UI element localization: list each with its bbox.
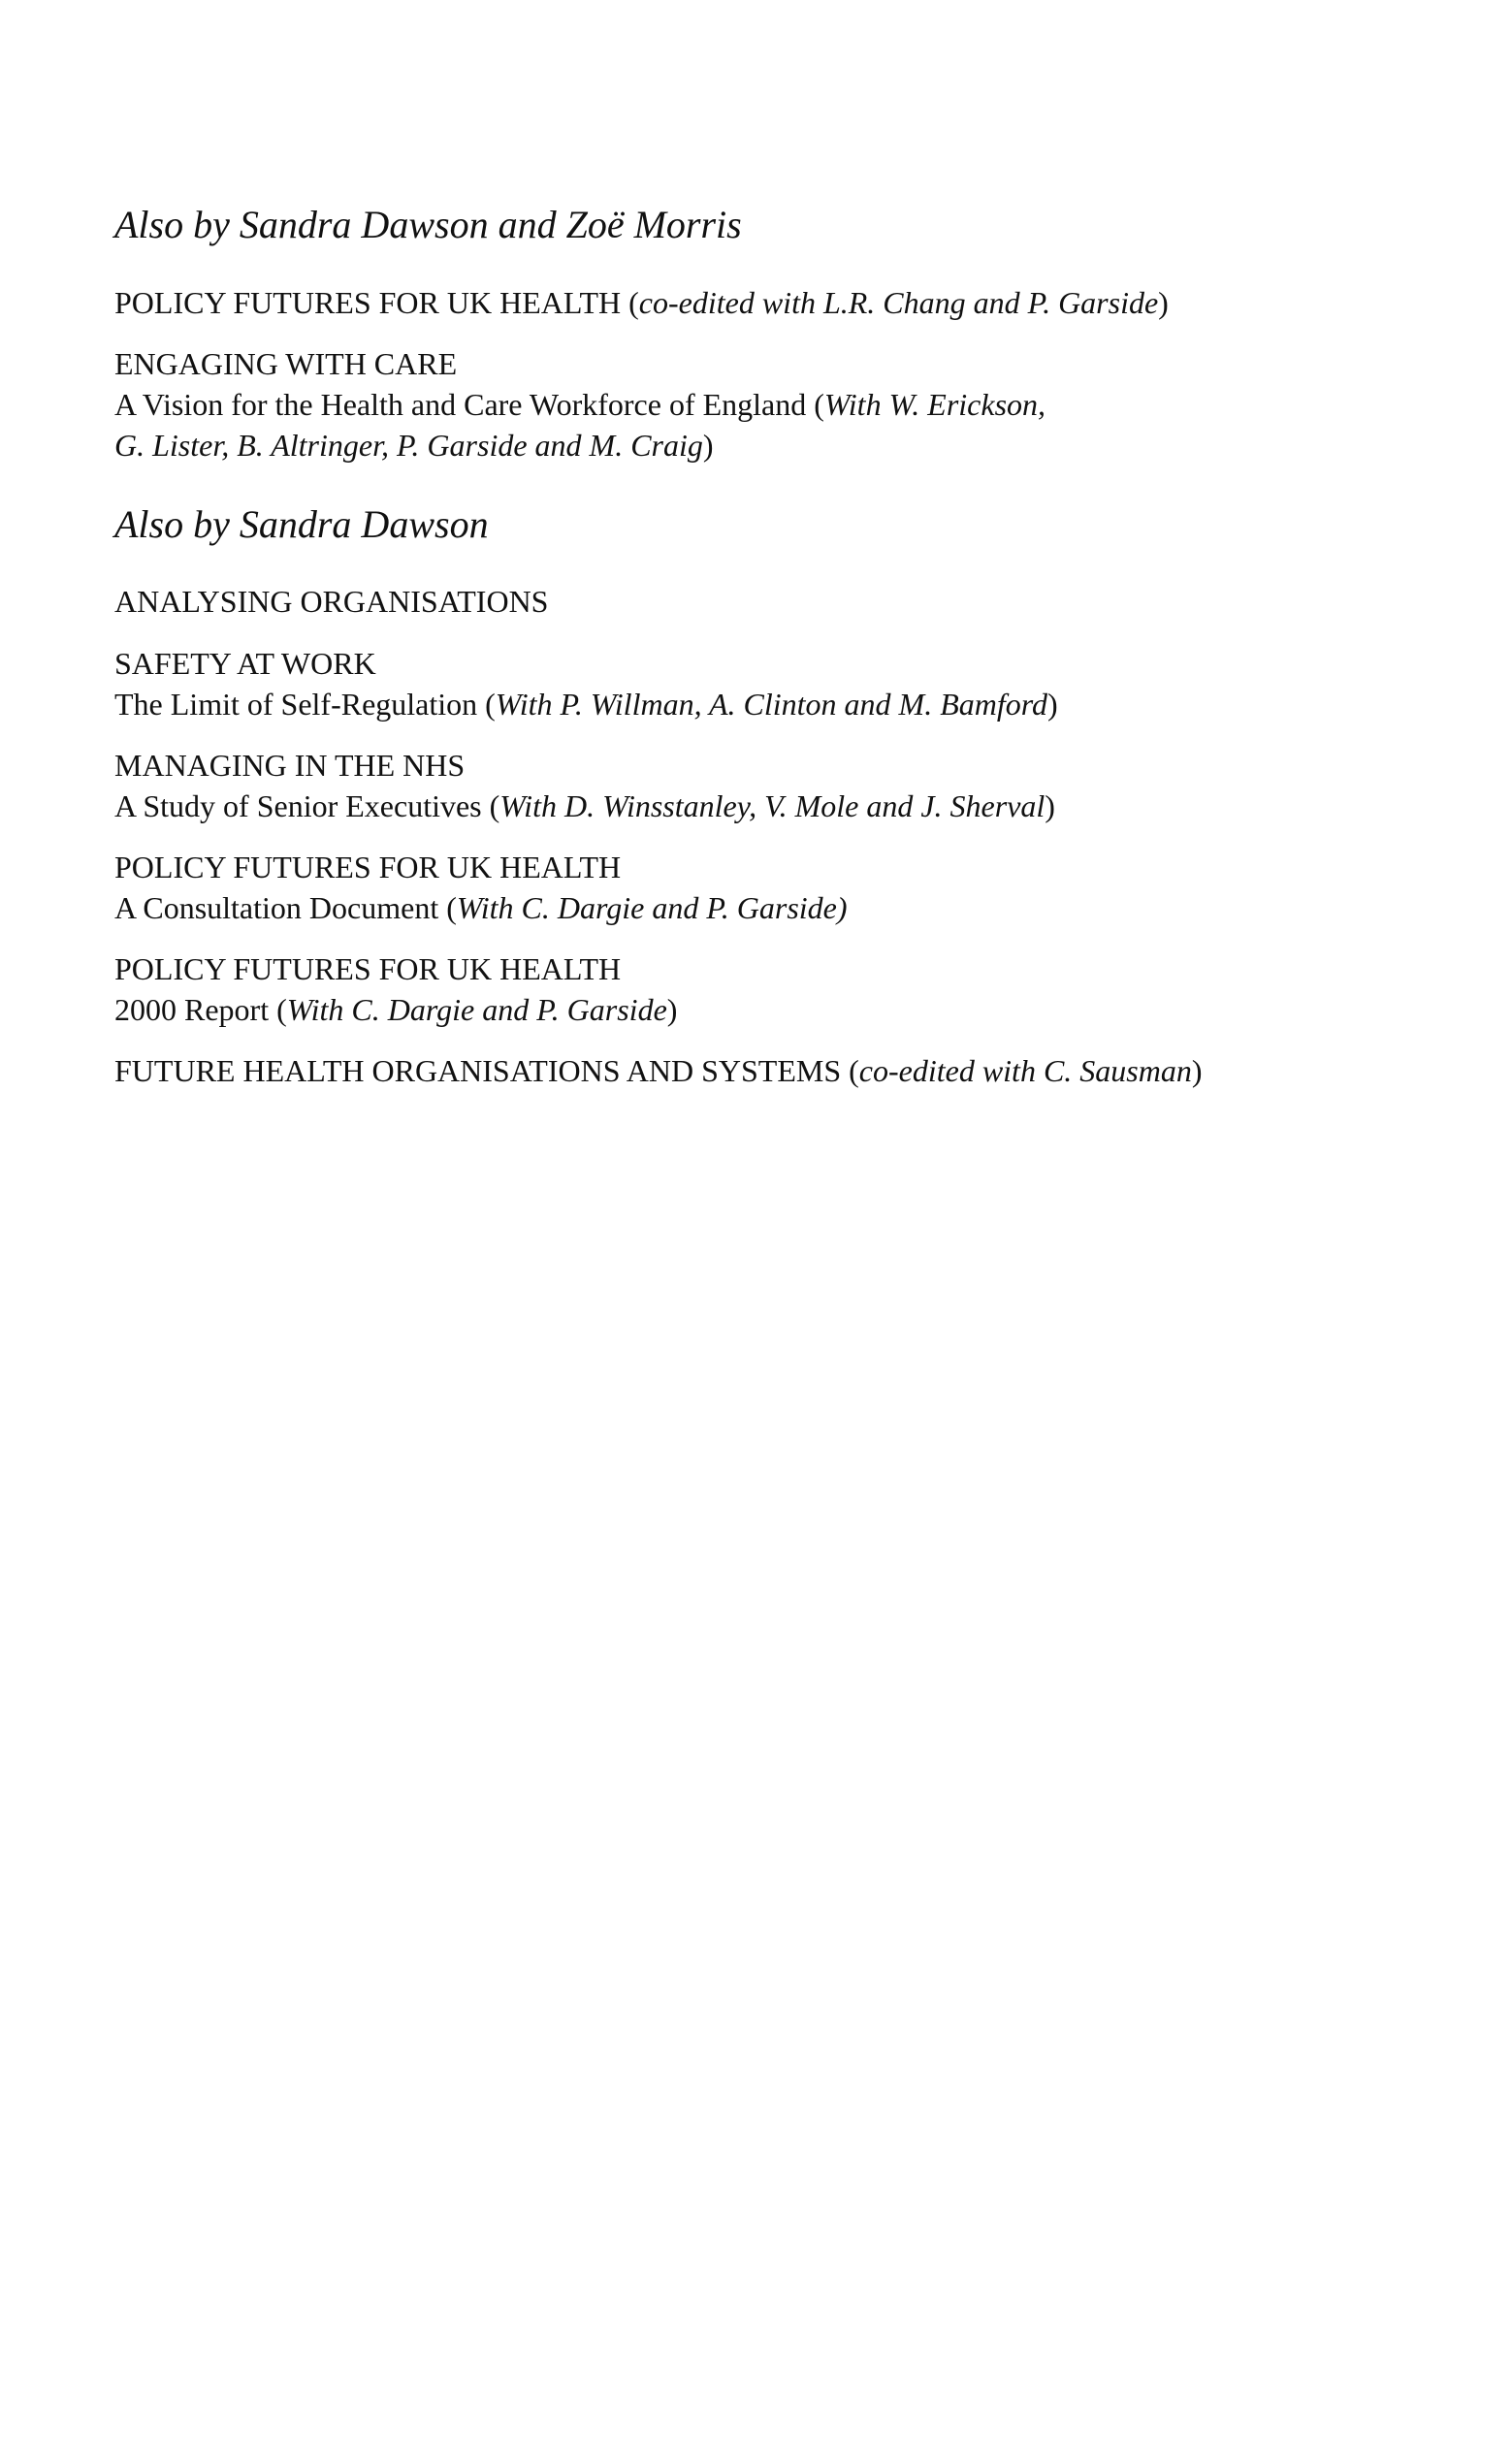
book-subtitle: A Consultation Document [114,890,439,925]
book-entry [114,745,1055,826]
paren: ( [481,788,500,823]
book-subtitle: The Limit of Self-Regulation [114,687,478,722]
book-credit: With C. Dargie and P. Garside) [456,890,848,925]
paren: ) [1191,1053,1203,1088]
book-title: SAFETY AT WORK [114,646,376,681]
book-credit: G. Lister, B. Altringer, P. Garside and M. Craig [114,428,703,463]
paren: ( [438,890,457,925]
book-subtitle: A Vision for the Health and Care Workforce of England [114,387,807,422]
section-heading-coauthored: Also by Sandra Dawson and Zoë Morris [114,203,742,246]
book-title: ENGAGING WITH CARE [114,346,458,381]
book-title: ANALYSING ORGANISATIONS [114,584,549,619]
paren: ( [269,992,287,1027]
book-entry [114,1050,1203,1091]
paren: ) [1158,285,1169,320]
book-credit: co-edited with C. Sausman [858,1053,1192,1088]
paren: ) [702,428,714,463]
section-heading-sole: Also by Sandra Dawson [114,502,489,546]
book-entry [114,948,677,1030]
paren: ) [1047,687,1058,722]
book-credit: With P. Willman, A. Clinton and M. Bamford [495,687,1048,722]
book-credit: With C. Dargie and P. Garside [286,992,667,1027]
book-entry [114,643,1058,724]
book-title: POLICY FUTURES FOR UK HEALTH [114,951,622,986]
book-credit: co-edited with L.R. Chang and P. Garside [638,285,1159,320]
paren: ) [1045,788,1055,823]
book-entry [114,581,548,622]
book-subtitle: A Study of Senior Executives [114,788,482,823]
book-title: FUTURE HEALTH ORGANISATIONS AND SYSTEMS [114,1053,842,1088]
book-title: POLICY FUTURES FOR UK HEALTH [114,285,622,320]
book-entry [114,847,848,928]
book-subtitle: 2000 Report [114,992,270,1027]
paren: ( [841,1053,859,1088]
paren: ( [477,687,496,722]
book-title: MANAGING IN THE NHS [114,748,466,783]
book-entry [114,282,1169,323]
book-title: POLICY FUTURES FOR UK HEALTH [114,850,622,884]
book-credit: With D. Winsstanley, V. Mole and J. Sherval [499,788,1046,823]
paren: ) [666,992,678,1027]
paren: ( [621,285,639,320]
book-entry [114,343,1046,466]
paren: ( [806,387,824,422]
book-credit: With W. Erickson, [823,387,1046,422]
